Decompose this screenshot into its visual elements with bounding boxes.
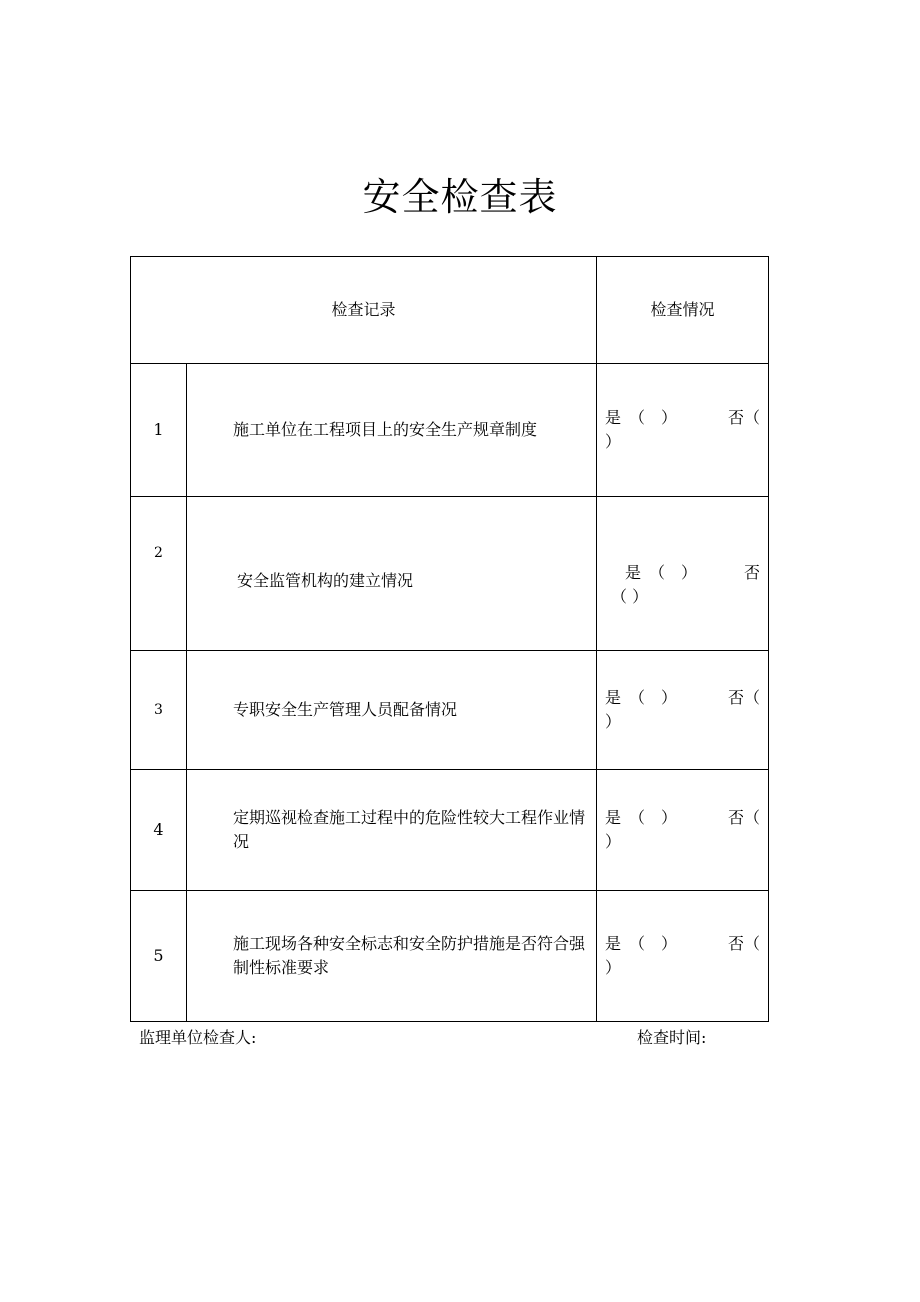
row-item: 施工现场各种安全标志和安全防护措施是否符合强制性标准要求 — [187, 891, 597, 1022]
row-status — [597, 651, 769, 770]
row-status — [597, 770, 769, 891]
status-yes: 是 （ ） — [625, 562, 698, 582]
status-no: 否（ — [728, 934, 761, 953]
inspection-table — [130, 256, 769, 1022]
status-tail: ） — [605, 958, 622, 977]
status-no: 否（ — [728, 408, 761, 427]
status-tail: ） — [605, 712, 622, 731]
row-number: 3 — [131, 651, 187, 770]
status-no: 否（ — [728, 688, 761, 707]
row-status — [597, 891, 769, 1022]
row-item: 专职安全生产管理人员配备情况 — [187, 651, 597, 770]
table-row — [131, 891, 769, 1022]
row-item: 施工单位在工程项目上的安全生产规章制度 — [187, 364, 597, 497]
row-item: 定期巡视检查施工过程中的危险性较大工程作业情况 — [187, 770, 597, 891]
status-yes: 是 （ ） — [605, 408, 678, 427]
row-number: 1 — [131, 364, 187, 497]
row-number: 5 — [131, 891, 187, 1022]
status-tail: （ ） — [611, 586, 649, 606]
row-number: 4 — [131, 770, 187, 891]
table-row — [131, 651, 769, 770]
status-yes: 是 （ ） — [605, 934, 678, 953]
header-record: 检查记录 — [131, 257, 597, 364]
status-no: 否 — [744, 562, 761, 582]
header-status: 检查情况 — [597, 257, 769, 364]
status-no: 否（ — [728, 808, 761, 827]
table-row — [131, 770, 769, 891]
row-status — [597, 497, 769, 651]
table-header-row — [131, 257, 769, 364]
table-row — [131, 364, 769, 497]
row-status — [597, 364, 769, 497]
row-item: 安全监管机构的建立情况 — [187, 497, 597, 651]
row-number: 2 — [131, 497, 187, 651]
status-yes: 是 （ ） — [605, 688, 678, 707]
page-title: 安全检查表 — [362, 175, 558, 219]
inspector-label: 监理单位检查人: — [139, 1028, 257, 1047]
status-tail: ） — [605, 432, 622, 451]
status-tail: ） — [605, 832, 622, 851]
inspection-time-label: 检查时间: — [637, 1028, 707, 1047]
status-yes: 是 （ ） — [605, 808, 678, 827]
table-row — [131, 497, 769, 651]
